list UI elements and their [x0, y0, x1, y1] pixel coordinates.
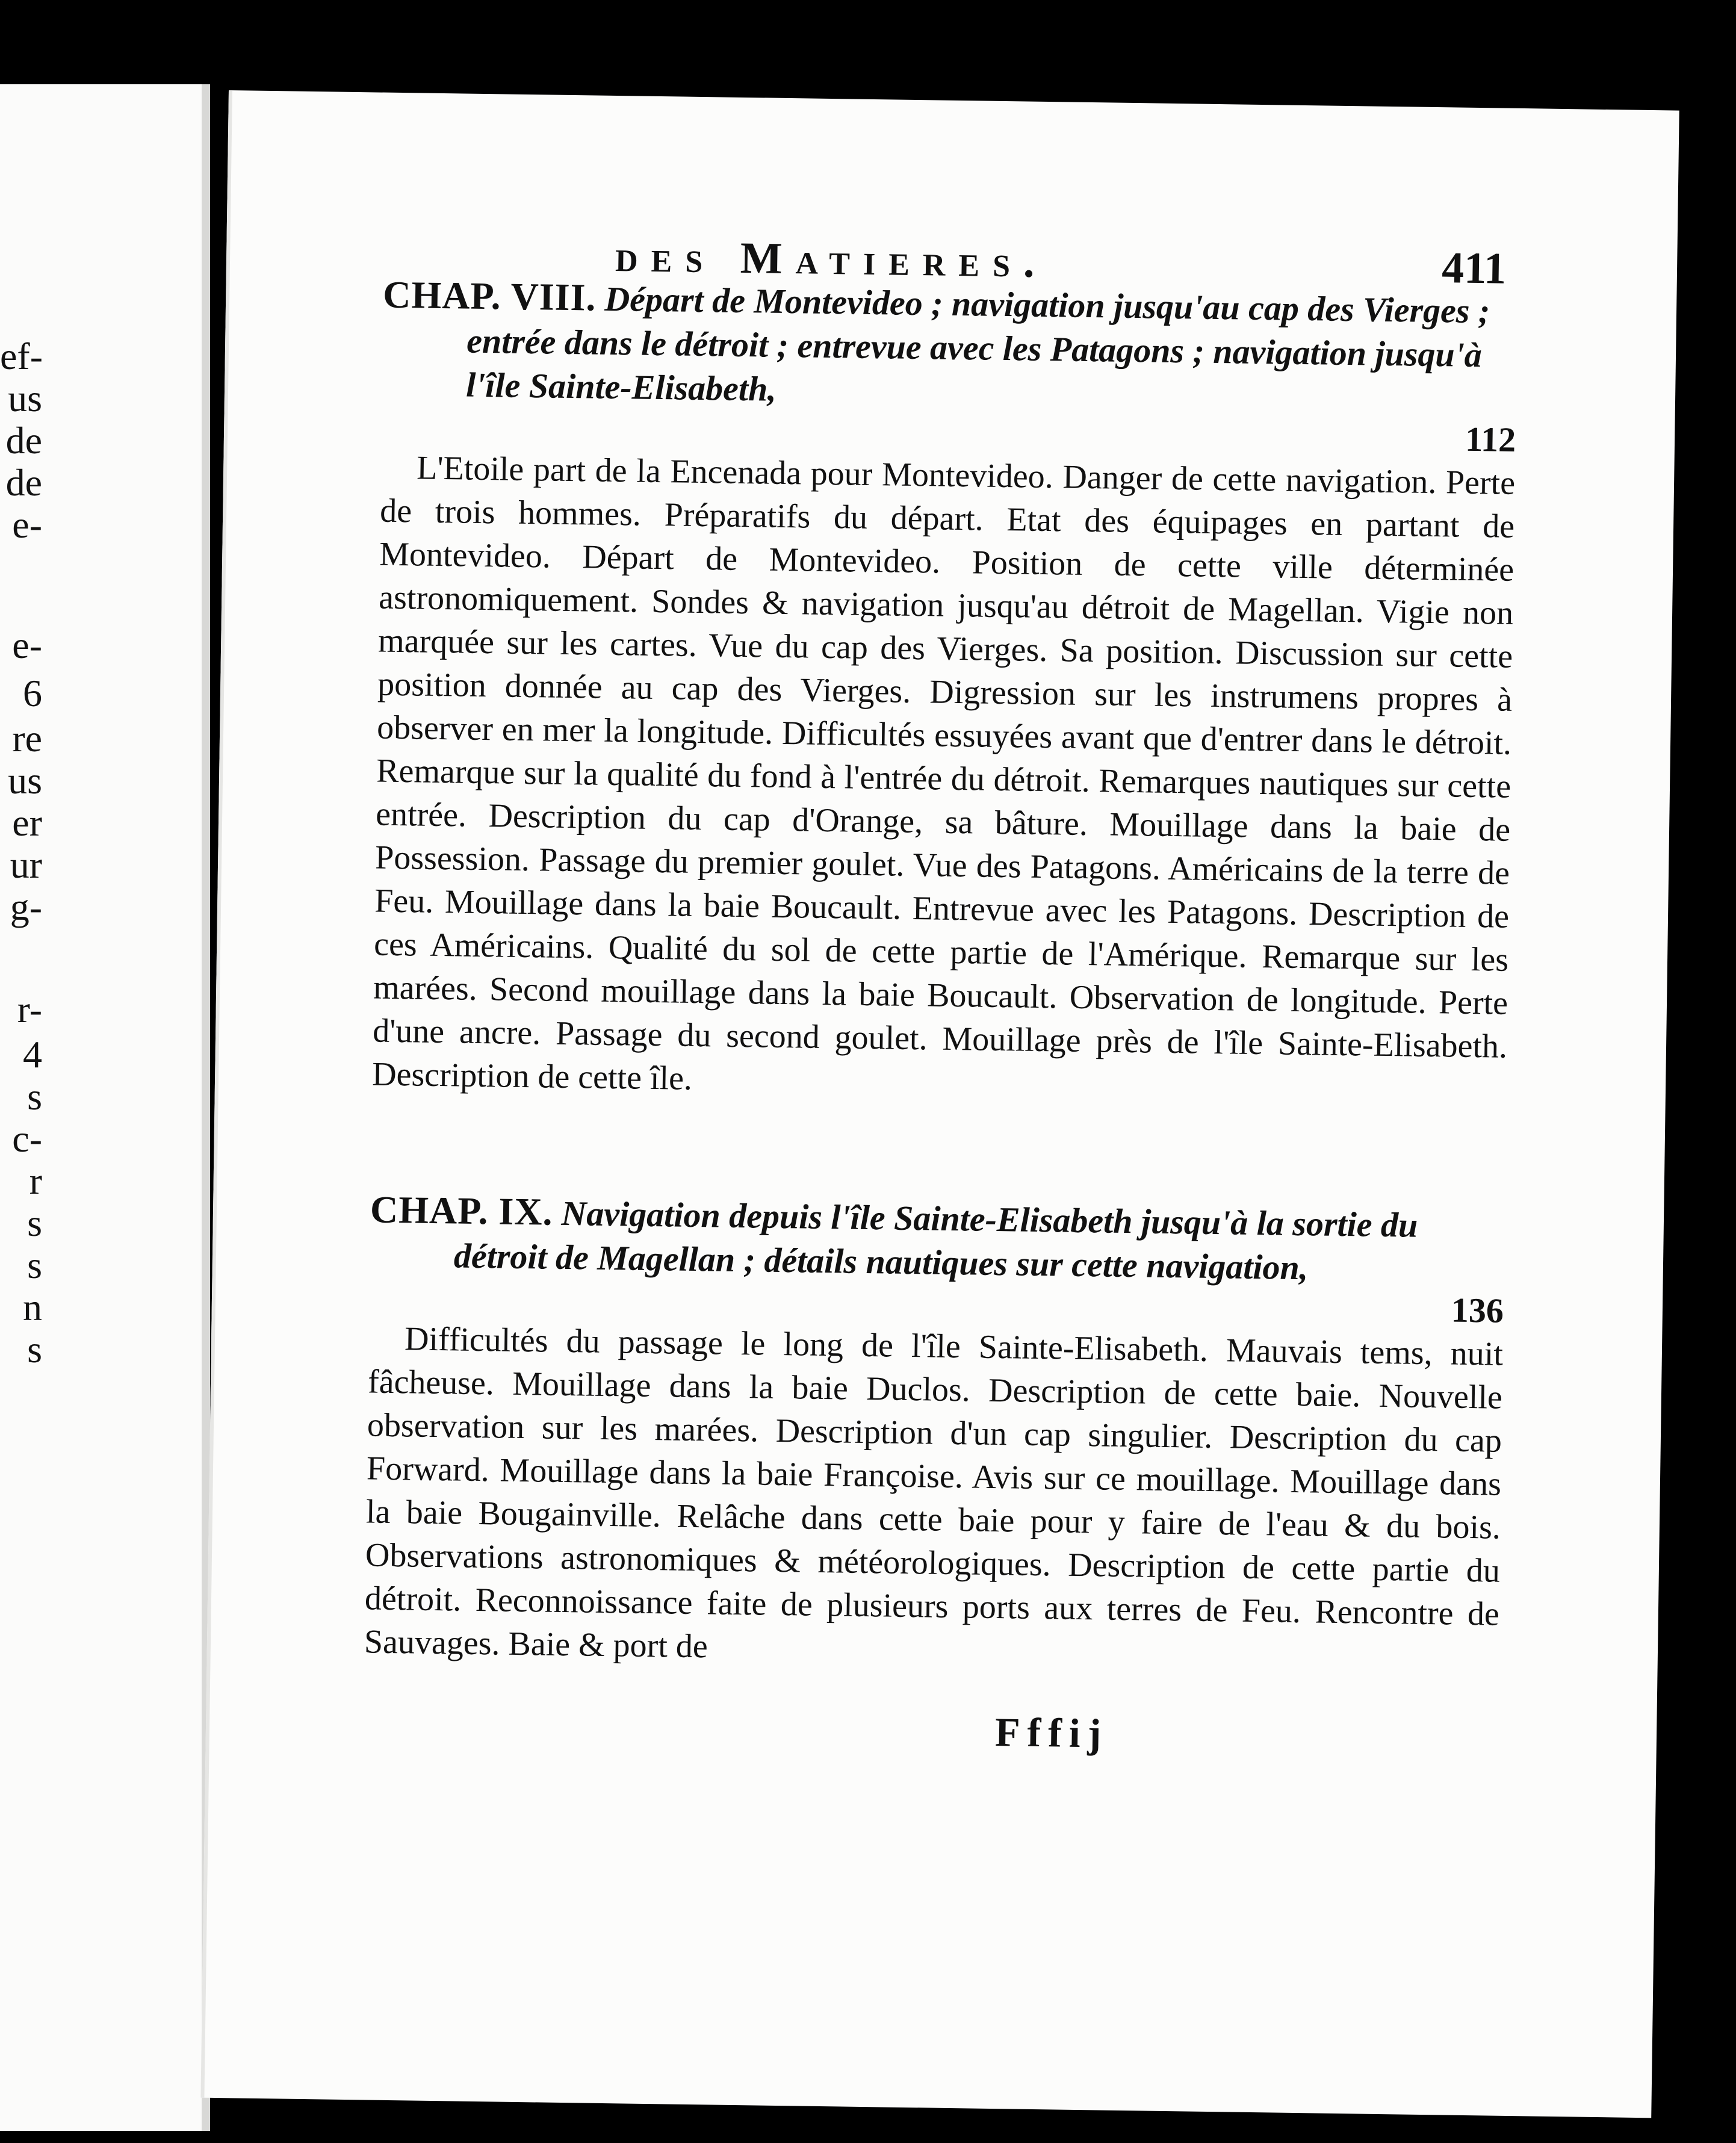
margin-fragment: 4 — [23, 1033, 42, 1076]
margin-fragment: r- — [17, 988, 42, 1031]
margin-fragment: de — [5, 461, 42, 504]
chapter-entry — [372, 273, 1518, 1112]
margin-fragment: s — [27, 1328, 42, 1371]
chapter-label: CHAP. IX. — [370, 1188, 554, 1233]
chapter-page-ref: 112 — [1465, 419, 1516, 459]
chapter-title: Navigation depuis l'île Sainte-Elisabeth jusqu'à la sortie du détroit de Magellan ; détails nautiques sur cette navigation, — [453, 1193, 1418, 1288]
chapter-entry — [364, 1188, 1505, 1679]
margin-fragment: us — [8, 759, 42, 802]
margin-fragment: c- — [12, 1117, 42, 1160]
margin-fragment: n — [23, 1286, 42, 1329]
margin-fragment: e- — [12, 503, 42, 546]
margin-fragment: s — [27, 1202, 42, 1244]
margin-fragment: us — [8, 377, 42, 420]
chapter-label: CHAP. VIII. — [382, 273, 597, 319]
margin-fragment: r — [29, 1159, 42, 1202]
document-page — [200, 90, 1679, 2118]
chapter-heading — [382, 273, 1518, 422]
margin-fragment: ef- — [0, 335, 43, 377]
margin-fragment: e- — [12, 624, 42, 666]
margin-fragment: s — [27, 1244, 42, 1286]
chapter-page-ref: 136 — [1451, 1290, 1504, 1330]
chapter-heading — [369, 1188, 1505, 1292]
running-head: des Matieres. — [615, 231, 1049, 288]
margin-fragment: s — [27, 1075, 42, 1118]
margin-fragment: re — [12, 717, 42, 760]
chapter-summary: L'Etoile part de la Encenada pour Montevideo. Danger de cette navigation. Perte de trois hommes. Préparatifs du départ. Etat des équipages en partant de Montevideo. Départ de Montevideo. Position de cette ville déterminée astronomiquement. Sondes & navigation jusqu'au détroit de Magellan. Vigie non marquée sur les cartes. Vue du cap des Vierges. Sa position. Discussion sur cette position donnée au cap des Vierges. Digression sur les instrumens propres à observer en mer la longitude. Difficultés essuyées avant que d'entrer dans le détroit. Remarque sur la qualité du fond à l'entrée du détroit. Remarques nautiques sur cette entrée. Description du cap d'Orange, sa bâture. Mouillage dans la baie de Possession. Passage du premier goulet. Vue des Patagons. Américains de la terre de Feu. Mouillage dans la baie Boucault. Entrevue avec les Patagons. Description de ces Américains. Qualité du sol de cette partie de l'Amérique. Remarque sur les marées. Second mouillage dans la baie Boucault. Observation de longitude. Perte d'une ancre. Passage du second goulet. Mouillage près de l'île Sainte-Elisabeth. Description de cette île. — [371, 449, 1516, 1097]
margin-fragment: ur — [10, 843, 42, 886]
chapter-title: Départ de Montevideo ; navigation jusqu'au cap des Vierges ; entrée dans le détroit ; entrevue avec les Patagons ; navigation jusqu'à l'île Sainte-Elisabeth, — [465, 279, 1490, 409]
margin-fragment: er — [12, 801, 42, 844]
signature-mark: Fffij — [994, 1709, 1109, 1757]
page-number: 411 — [1441, 243, 1507, 294]
chapter-summary: Difficultés du passage le long de l'île Sainte-Elisabeth. Mauvais tems, nuit fâcheuse. Mouillage dans la baie Duclos. Description de cette baie. Nouvelle observation sur les marées. Description d'un cap singulier. Description du cap Forward. Mouillage dans la baie Françoise. Avis sur ce mouillage. Mouillage dans la baie Bougainville. Relâche dans cette baie pour y faire de l'eau & du bois. Observations astronomiques & météorologiques. Description de cette partie du détroit. Reconnoissance faite de plusieurs ports aux terres de Feu. Rencontre de Sauvages. Baie & port de — [364, 1320, 1504, 1666]
margin-fragment: g- — [10, 885, 42, 928]
margin-fragment: 6 — [23, 672, 42, 715]
margin-fragment: de — [5, 419, 42, 462]
facing-page-edge — [0, 84, 210, 2131]
